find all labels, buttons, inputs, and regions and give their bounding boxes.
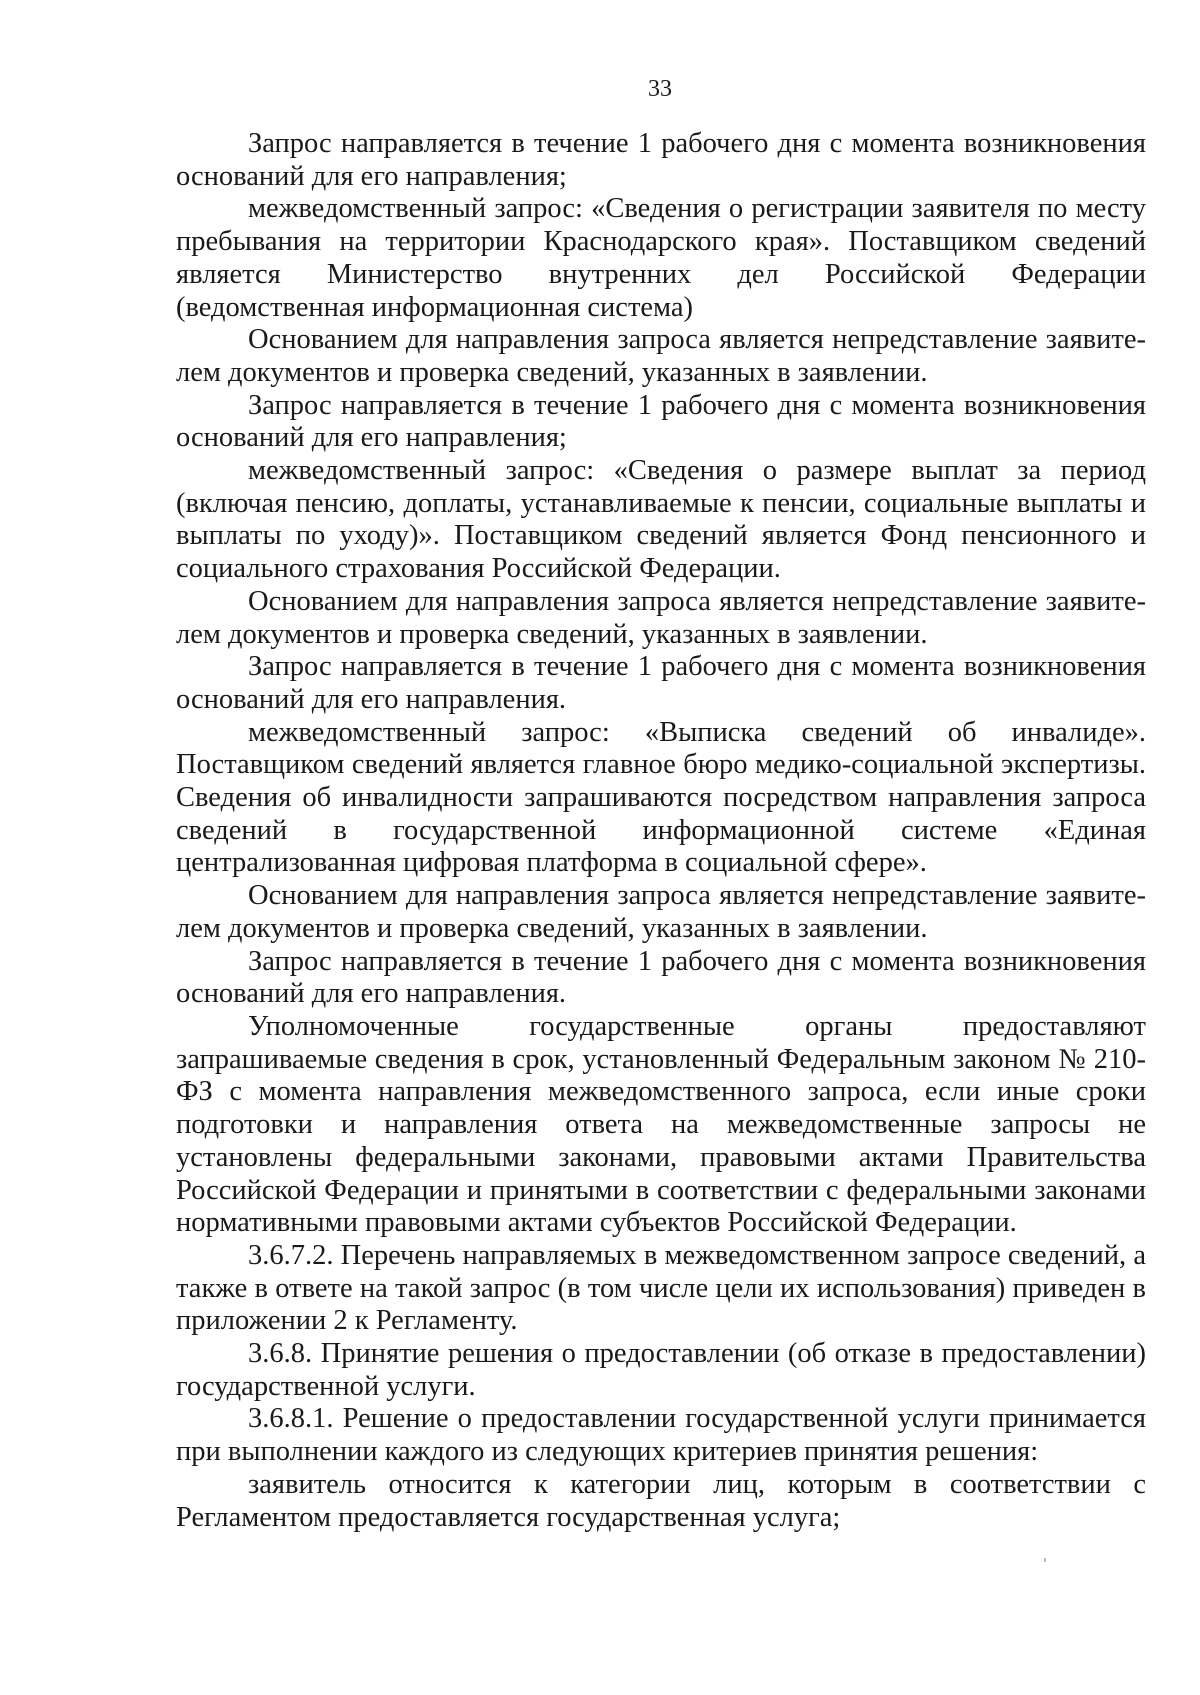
paragraph: Основанием для направления запроса является непредставление заявителем документов и проверка сведений, указанных в заявлении. xyxy=(176,585,1146,650)
paragraph: межведомственный запрос: «Выписка сведений об инвалиде». Поставщиком сведений является главное бюро медико-социальной экспертизы. Сведения об инвалидности запрашиваются посредством направления запроса сведений в государственной информационной системе «Единая централизованная цифровая платформа в социальной сфере». xyxy=(176,716,1146,879)
paragraph: 3.6.8.1. Решение о предоставлении государственной услуги принимается при выполнении каждого из следующих критериев принятия решения: xyxy=(176,1403,1146,1468)
paragraph: заявитель относится к категории лиц, которым в соответствии с Регламентом предоставляется государственная услуга; xyxy=(176,1468,1146,1533)
paragraph: Основанием для направления запроса является непредставление заявителем документов и проверка сведений, указанных в заявлении. xyxy=(176,880,1146,944)
paragraph: межведомственный запрос: «Сведения о регистрации заявителя по месту пребывания на территории Краснодарского края». Поставщиком сведений является Министерство внутренних дел Российской Федерации (ведомственная информационная система) xyxy=(176,193,1146,323)
paragraph: 3.6.8. Принятие решения о предоставлении (об отказе в предоставлении) государственной услуги. xyxy=(176,1338,1146,1402)
paragraph: Запрос направляется в течение 1 рабочего дня с момента возникновения оснований для его направления; xyxy=(176,128,1146,192)
document-body xyxy=(176,128,1146,1534)
page-number: 33 xyxy=(648,76,672,102)
paragraph: Основанием для направления запроса является непредставление заявителем документов и проверка сведений, указанных в заявлении. xyxy=(176,324,1146,388)
paragraph: Запрос направляется в течение 1 рабочего дня с момента возникновения оснований для его направления; xyxy=(176,389,1146,454)
paragraph: Уполномоченные государственные органы предоставляют запрашиваемые сведения в срок, установленный Федеральным законом № 210-ФЗ с момента направления межведомственного запроса, если иные сроки подготовки и направления ответа на межведомственные запросы не установлены федеральными законами, правовыми актами Правительства Российской Федерации и принятыми в соответствии с федеральными законами нормативными правовыми актами субъектов Российской Федерации. xyxy=(176,1010,1146,1239)
scan-speck xyxy=(1044,1558,1046,1562)
paragraph: Запрос направляется в течение 1 рабочего дня с момента возникновения оснований для его направления. xyxy=(176,651,1146,715)
paragraph: межведомственный запрос: «Сведения о размере выплат за период (включая пенсию, доплаты, устанавливаемые к пенсии, социальные выплаты и выплаты по уходу)». Поставщиком сведений является Фонд пенсионного и социального страхования Российской Федерации. xyxy=(176,455,1146,585)
paragraph: Запрос направляется в течение 1 рабочего дня с момента возникновения оснований для его направления. xyxy=(176,945,1146,1010)
paragraph: 3.6.7.2. Перечень направляемых в межведомственном запросе сведений, а также в ответе на такой запрос (в том числе цели их использования) приведен в приложении 2 к Регламенту. xyxy=(176,1239,1146,1337)
